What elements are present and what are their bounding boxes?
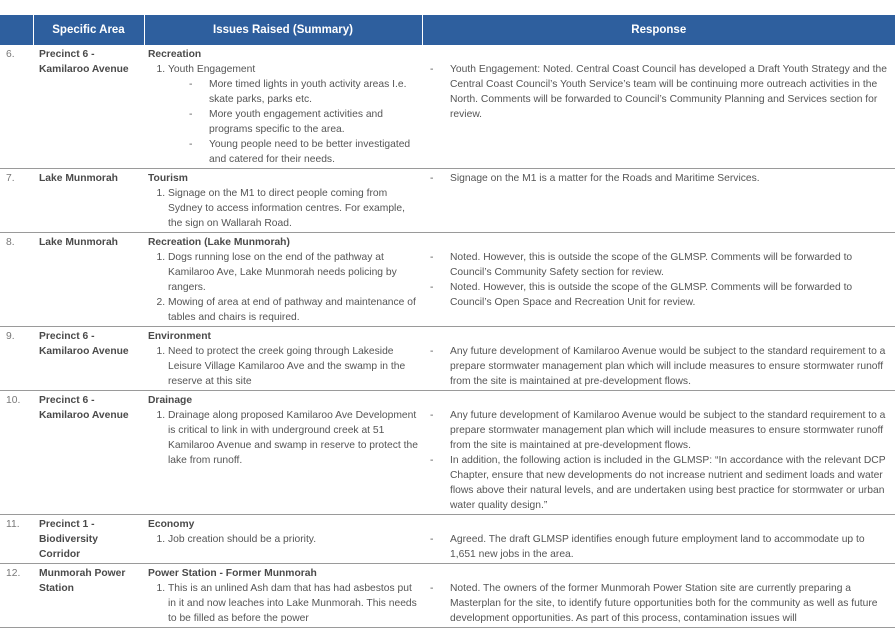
row-number: 6. bbox=[0, 45, 33, 169]
issue-item: 2. Mowing of area at end of pathway and maintenance of tables and chairs is required. bbox=[168, 295, 418, 325]
response-list bbox=[430, 408, 891, 513]
issue-title: Environment bbox=[148, 331, 211, 342]
specific-area: Precinct 1 - Biodiversity Corridor bbox=[33, 515, 144, 564]
row-number: 9. bbox=[0, 327, 33, 391]
issue-item: 1. Need to protect the creek going through Lakeside Leisure Village Kamilaroo Ave and the swamp in the reserve at this site bbox=[168, 344, 418, 389]
issues-cell bbox=[144, 169, 422, 233]
row-number: 7. bbox=[0, 169, 33, 233]
issue-list bbox=[148, 581, 418, 626]
issue-sub-item: - More youth engagement activities and programs specific to the area. bbox=[189, 107, 418, 137]
row-number: 8. bbox=[0, 233, 33, 327]
response-cell bbox=[422, 233, 895, 327]
issue-sub-item: - More timed lights in youth activity areas I.e. skate parks, parks etc. bbox=[189, 77, 418, 107]
specific-area: Precinct 6 - Kamilaroo Avenue bbox=[33, 391, 144, 515]
response-list bbox=[430, 344, 891, 389]
submissions-table bbox=[0, 15, 895, 628]
response-item: - Noted. However, this is outside the scope of the GLMSP. Comments will be forwarded to Council’s Open Space and Recreation Unit for review. bbox=[430, 280, 891, 310]
response-item: - Any future development of Kamilaroo Avenue would be subject to the standard requirement to a prepare stormwater management plan which will include measures to ensure stormwater runoff from the site is maintained at pre-development flows. bbox=[430, 408, 891, 453]
submissions-table-page bbox=[0, 15, 895, 628]
specific-area: Precinct 6 - Kamilaroo Avenue bbox=[33, 45, 144, 169]
issues-cell bbox=[144, 327, 422, 391]
issue-item: 1. Job creation should be a priority. bbox=[168, 532, 418, 547]
issue-item: 1. Signage on the M1 to direct people coming from Sydney to access information centres. For example, the sign on Wallarah Road. bbox=[168, 186, 418, 231]
issue-list bbox=[148, 344, 418, 389]
header-specific-area: Specific Area bbox=[33, 15, 144, 45]
issue-title: Economy bbox=[148, 519, 195, 530]
issue-item: 1. Dogs running lose on the end of the pathway at Kamilaroo Ave, Lake Munmorah needs policing by rangers. bbox=[168, 250, 418, 295]
specific-area: Munmorah Power Station bbox=[33, 564, 144, 628]
issue-item: 1. Drainage along proposed Kamilaroo Ave Development is critical to link in with underground creek at 51 Kamilaroo Avenue and swamp in reserve to protect the lake from runoff. bbox=[168, 408, 418, 468]
response-list bbox=[430, 532, 891, 562]
specific-area: Lake Munmorah bbox=[33, 233, 144, 327]
table-row bbox=[0, 327, 895, 391]
specific-area: Precinct 6 - Kamilaroo Avenue bbox=[33, 327, 144, 391]
issue-list bbox=[148, 250, 418, 325]
issue-list bbox=[148, 62, 418, 167]
issue-list bbox=[148, 408, 418, 468]
table-row bbox=[0, 515, 895, 564]
issue-title: Power Station - Former Munmorah bbox=[148, 568, 317, 579]
issue-text: Youth Engagement bbox=[168, 64, 256, 75]
issues-cell bbox=[144, 391, 422, 515]
response-item: - Agreed. The draft GLMSP identifies enough future employment land to accommodate up to 1,651 new jobs in the area. bbox=[430, 532, 891, 562]
issue-list bbox=[148, 532, 418, 547]
specific-area: Lake Munmorah bbox=[33, 169, 144, 233]
response-cell bbox=[422, 45, 895, 169]
issues-cell bbox=[144, 233, 422, 327]
header-number bbox=[0, 15, 33, 45]
response-item: - Any future development of Kamilaroo Avenue would be subject to the standard requirement to a prepare stormwater management plan which will include measures to ensure stormwater runoff from the site is maintained at pre-development flows. bbox=[430, 344, 891, 389]
row-number: 12. bbox=[0, 564, 33, 628]
table-row bbox=[0, 391, 895, 515]
row-number: 10. bbox=[0, 391, 33, 515]
issues-cell bbox=[144, 45, 422, 169]
table-row bbox=[0, 169, 895, 233]
response-cell bbox=[422, 169, 895, 233]
row-number: 11. bbox=[0, 515, 33, 564]
response-list bbox=[430, 171, 891, 186]
response-cell bbox=[422, 515, 895, 564]
table-row bbox=[0, 45, 895, 169]
response-list bbox=[430, 250, 891, 310]
issue-title: Drainage bbox=[148, 395, 193, 406]
issue-sub-list bbox=[168, 77, 418, 167]
issue-item bbox=[168, 62, 418, 167]
response-item: - Noted. However, this is outside the scope of the GLMSP. Comments will be forwarded to Council’s Community Safety section for review. bbox=[430, 250, 891, 280]
table-header bbox=[0, 15, 895, 45]
issue-sub-item: - Young people need to be better investigated and catered for their needs. bbox=[189, 137, 418, 167]
table-row bbox=[0, 233, 895, 327]
response-list bbox=[430, 62, 891, 122]
header-issues-raised: Issues Raised (Summary) bbox=[144, 15, 422, 45]
issue-title: Tourism bbox=[148, 173, 188, 184]
response-item: - Youth Engagement: Noted. Central Coast Council has developed a Draft Youth Strategy and the Central Coast Council’s Youth Service’s team will be continuing more outreach activities in the North. Comments will be forwarded to Council’s Community Planning and Services section for review. bbox=[430, 62, 891, 122]
response-item: - Noted. The owners of the former Munmorah Power Station site are currently preparing a Masterplan for the site, to identify future opportunities both for the community as well as future development opportunities. As part of this process, contamination issues will bbox=[430, 581, 891, 626]
response-item: - In addition, the following action is included in the GLMSP: “In accordance with the relevant DCP Chapter, ensure that new developments do not increase nutrient and sediment loads and water flows above their natural levels, and are undertaken using best practice for stormwater or urban water quality design.” bbox=[430, 453, 891, 513]
response-cell bbox=[422, 327, 895, 391]
response-cell bbox=[422, 391, 895, 515]
issues-cell bbox=[144, 515, 422, 564]
header-response: Response bbox=[422, 15, 895, 45]
issue-item: 1. This is an unlined Ash dam that has had asbestos put in it and now leaches into Lake Munmorah. This needs to be filled as before the power bbox=[168, 581, 418, 626]
issue-title: Recreation bbox=[148, 49, 202, 60]
response-list bbox=[430, 581, 891, 626]
issue-list bbox=[148, 186, 418, 231]
issue-title: Recreation (Lake Munmorah) bbox=[148, 237, 290, 248]
response-item: - Signage on the M1 is a matter for the Roads and Maritime Services. bbox=[430, 171, 891, 186]
